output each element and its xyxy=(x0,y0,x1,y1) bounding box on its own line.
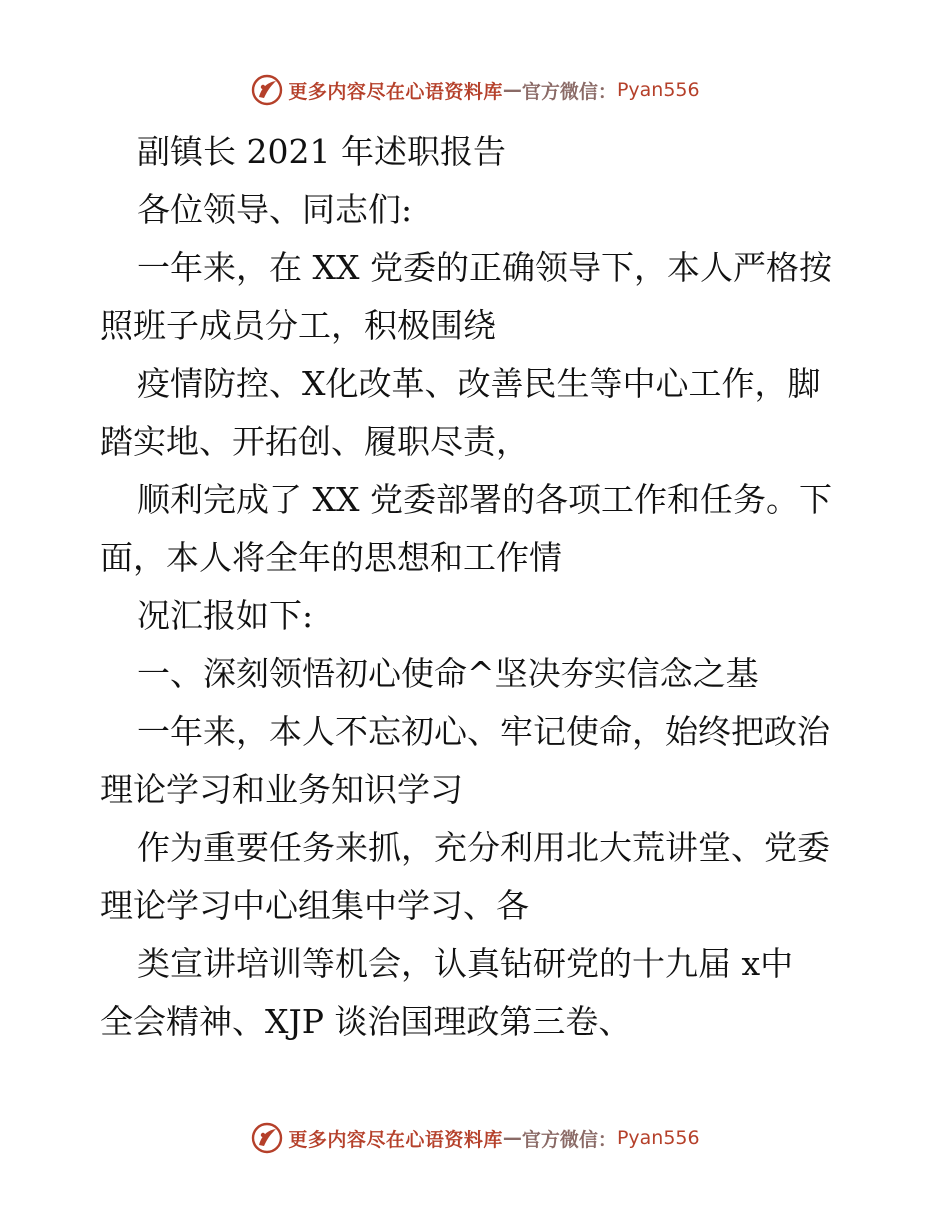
text-line: 况汇报如下: xyxy=(137,596,314,635)
salutation: 各位领导、同志们: xyxy=(137,190,413,229)
text-line: 疫情防控、X化改革、改善民生等中心工作，脚 xyxy=(137,364,821,403)
section-heading: 一、深刻领悟初心使命^坚决夯实信念之基 xyxy=(137,654,759,693)
text-line: 一年来，在 XX 党委的正确领导下，本人严格按 xyxy=(137,248,832,287)
text-line: 全会精神、XJP 谈治国理政第三卷、 xyxy=(100,1002,632,1041)
watermark-main-text: 更多内容尽在心语资料库 xyxy=(288,80,503,103)
watermark-dash: — xyxy=(502,1127,522,1149)
text-line: 踏实地、开拓创、履职尽责， xyxy=(100,422,529,461)
text-line: 面，本人将全年的思想和工作情 xyxy=(100,538,562,577)
watermark-wechat-id: Pyan556 xyxy=(616,79,700,101)
text-line: 照班子成员分工，积极围绕 xyxy=(100,306,496,345)
watermark-wechat-label: 官方微信： xyxy=(521,80,617,103)
text-line: 类宣讲培训等机会，认真钻研党的十九届 x中 xyxy=(137,944,794,983)
text-line: 理论学习中心组集中学习、各 xyxy=(100,886,529,925)
text-line: 一年来，本人不忘初心、牢记使命，始终把政治 xyxy=(137,712,830,751)
document-title: 副镇长 2021 年述职报告 xyxy=(137,132,506,171)
text-line: 作为重要任务来抓，充分利用北大荒讲堂、党委 xyxy=(137,828,830,867)
watermark-wechat-label: 官方微信： xyxy=(521,1128,617,1151)
seal-logo-icon xyxy=(250,73,284,107)
watermark-wechat-id: Pyan556 xyxy=(616,1127,700,1149)
text-line: 顺利完成了 XX 党委部署的各项工作和任务。下 xyxy=(137,480,832,519)
watermark-banner-top xyxy=(0,70,950,110)
watermark-banner-bottom xyxy=(0,1118,950,1158)
watermark-dash: — xyxy=(502,79,522,101)
watermark-main-text: 更多内容尽在心语资料库 xyxy=(288,1128,503,1151)
document-body xyxy=(100,123,860,1051)
text-line: 理论学习和业务知识学习 xyxy=(100,770,463,809)
seal-logo-icon xyxy=(250,1121,284,1155)
